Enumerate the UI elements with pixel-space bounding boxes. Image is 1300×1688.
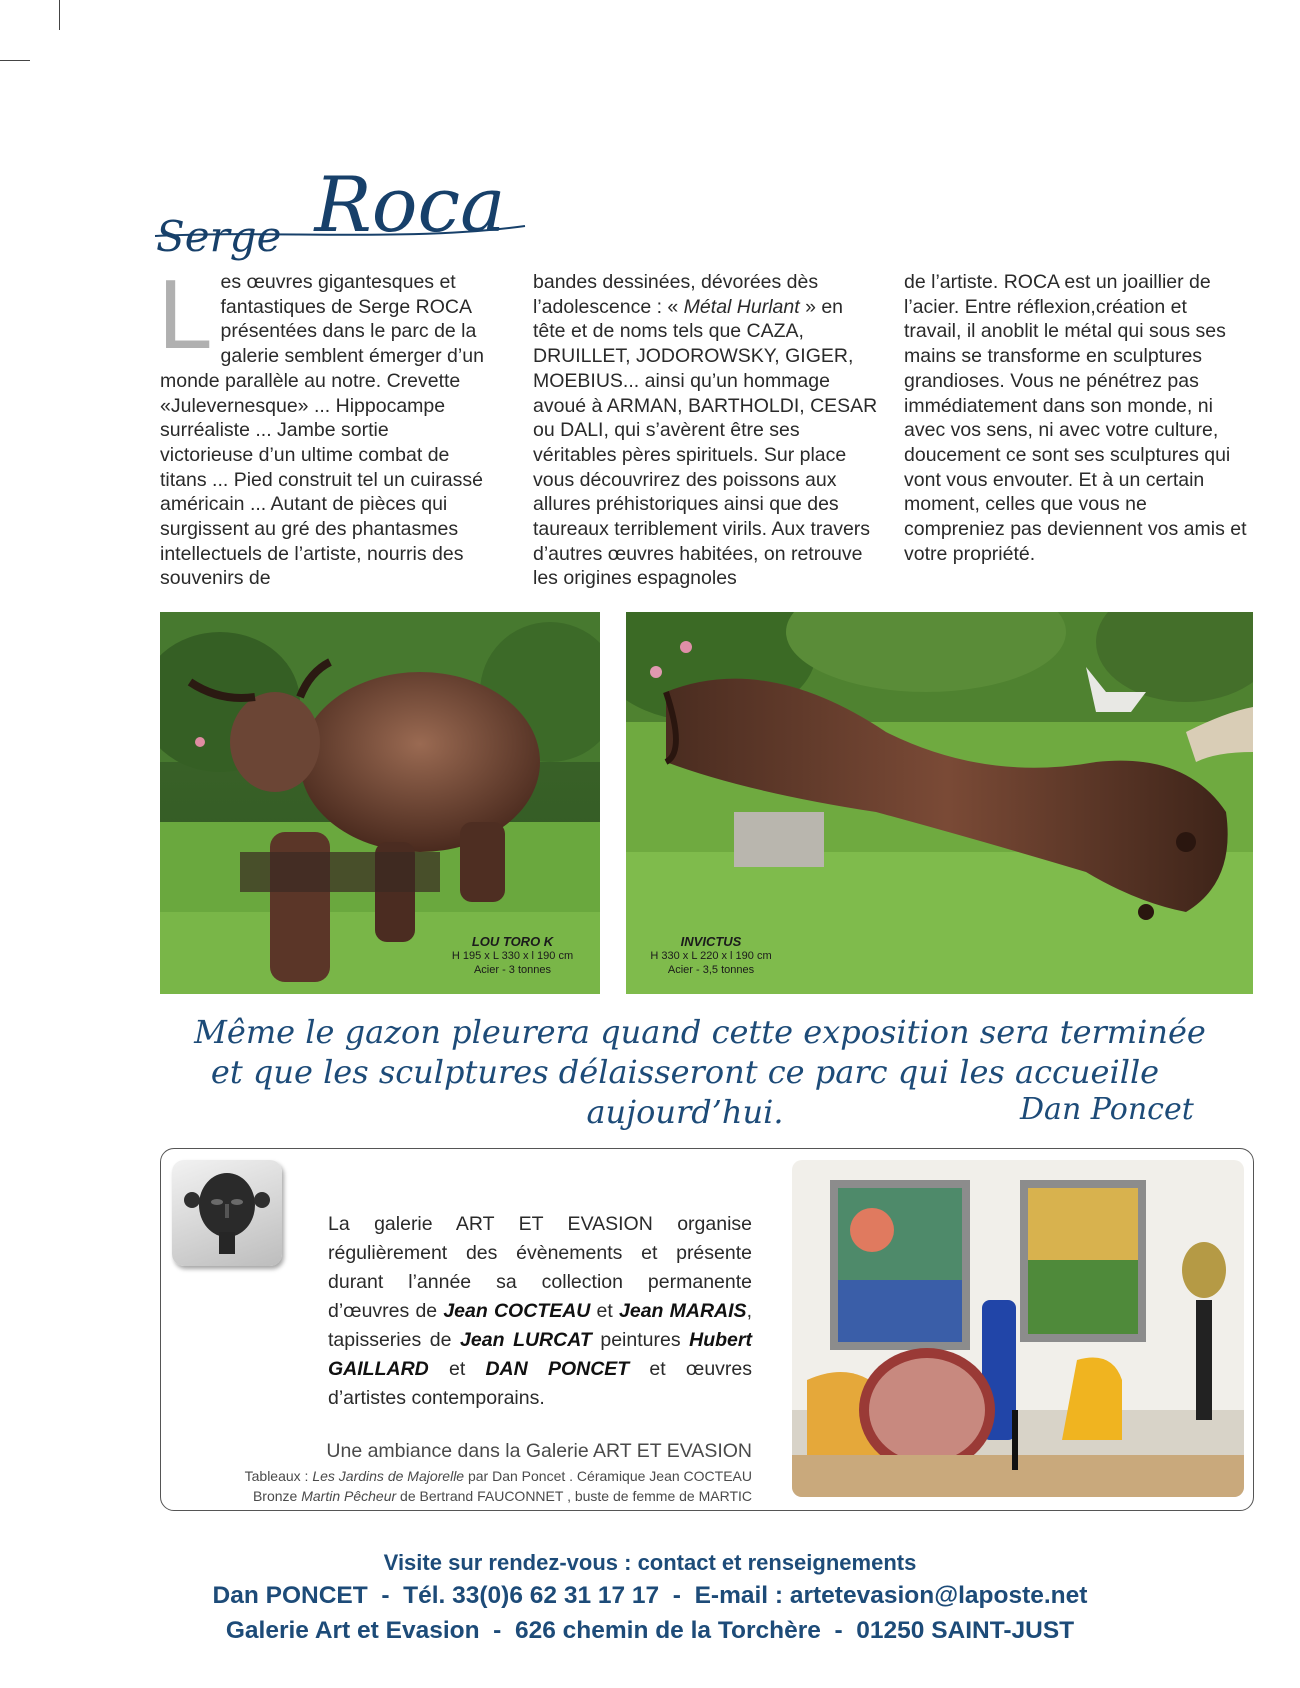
text-column-3 bbox=[904, 270, 1249, 566]
caption-title: INVICTUS bbox=[680, 934, 742, 949]
column-1-text: es œuvres gigantesques et fantastiques de Serge ROCA présentées dans le parc de la galerie semblent émerger d’un monde parallèle au notre. Crevette «Julevernesque» ... Hippocampe surréaliste ... Jambe sortie victorieuse d’un ultime combat de titans ... Pied construit tel un cuirassé américain ... Autant de pièces qui surgissent au gré des phantasmes intellectuels de l’artiste, nourris des souvenirs de bbox=[160, 271, 484, 590]
title-swash bbox=[150, 222, 530, 252]
caption-material: Acier - 3 tonnes bbox=[473, 964, 552, 976]
caption-lou-toro-k bbox=[450, 934, 575, 977]
column-3-text: de l’artiste. ROCA est un joaillier de l’acier. Entre réflexion,création et travail, il anoblit le métal qui sous ses mains se transforme en sculptures grandioses. Vous ne pénétrez pas immédiatement dans son monde, ni avec vos sens, ni avec votre culture, doucement ce sont ses sculptures qui vont vous envouter. Et à un certain moment, celles que vous ne compreniez pas deviennent vos amis et votre propriété. bbox=[904, 271, 1247, 565]
desc-text-1: La galerie ART ET EVASION organise régulièrement des évènements et présente durant l’année sa collection permanente d’œuvres de bbox=[328, 1213, 752, 1322]
african-mask-thumbnail bbox=[172, 1160, 282, 1266]
title-first-name: Serge bbox=[156, 212, 282, 261]
crop-mark-vertical bbox=[59, 0, 60, 30]
artist-name: Jean MARAIS bbox=[619, 1300, 747, 1322]
ambiance-credits bbox=[150, 1466, 752, 1506]
text-column-2 bbox=[533, 270, 878, 591]
caption-dimensions: H 195 x L 330 x l 190 cm bbox=[451, 950, 574, 962]
artwork-title: Les Jardins de Majorelle bbox=[312, 1468, 465, 1484]
desc-text-2: et bbox=[590, 1300, 620, 1322]
drop-cap: L bbox=[158, 259, 213, 369]
footer-address-line bbox=[0, 1617, 1300, 1645]
credit-text: Tableaux : bbox=[244, 1468, 313, 1484]
footer-visit-line: Visite sur rendez-vous : contact et renseignements bbox=[383, 1550, 917, 1575]
quote-line-1: Même le gazon pleurera quand cette exposition sera terminée bbox=[194, 1013, 1206, 1051]
footer-contact-text: Dan PONCET - Tél. 33(0)6 62 31 17 17 - E-mail : artetevasion@laposte.net bbox=[212, 1582, 1088, 1609]
desc-text-6: et œuvres d’artistes contemporains. bbox=[328, 1358, 753, 1409]
quote-line-2: et que les sculptures délaisseront ce parc qui les accueille aujourd’hui. bbox=[210, 1053, 1160, 1131]
caption-invictus bbox=[646, 934, 776, 977]
artist-name: Jean LURCAT bbox=[460, 1329, 592, 1351]
ambiance-caption: Une ambiance dans la Galerie ART ET EVASION bbox=[326, 1440, 752, 1462]
caption-material: Acier - 3,5 tonnes bbox=[667, 964, 755, 976]
photo-invictus bbox=[626, 612, 1253, 994]
artwork-title: Martin Pêcheur bbox=[301, 1488, 397, 1504]
artist-name: Hubert GAILLARD bbox=[328, 1329, 752, 1380]
desc-text-5: et bbox=[428, 1358, 486, 1380]
footer-address-text: Galerie Art et Evasion - 626 chemin de la Torchère - 01250 SAINT-JUST bbox=[225, 1617, 1075, 1644]
desc-text-3: , tapisseries de bbox=[328, 1300, 752, 1351]
column-2-text-b: » en tête et de noms tels que CAZA, DRUILLET, JODOROWSKY, GIGER, MOEBIUS... ainsi qu’un hommage avoué à ARMAN, BARTHOLDI, CESAR ou DALI, qui s’avèrent être ses véritables pères spirituels. Sur place vous découvrirez des poissons aux allures préhistoriques ainsi que des taureaux terriblement virils. Aux travers d’autres œuvres habitées, on retrouve les origines espagnoles bbox=[533, 295, 878, 590]
footer-contact-line bbox=[0, 1582, 1300, 1610]
caption-title: LOU TORO K bbox=[471, 934, 554, 949]
credit-text: de Bertrand FAUCONNET , buste de femme de MARTIC bbox=[396, 1488, 752, 1504]
quote-author: Dan Poncet bbox=[1020, 1092, 1194, 1127]
photo-lou-toro-k bbox=[160, 612, 600, 994]
title-last-name: Roca bbox=[314, 160, 506, 249]
crop-mark-horizontal bbox=[0, 60, 30, 61]
gallery-interior-photo bbox=[792, 1160, 1244, 1497]
caption-dimensions: H 330 x L 220 x l 190 cm bbox=[650, 950, 772, 962]
magazine-name: Métal Hurlant bbox=[678, 295, 800, 318]
artist-name: DAN PONCET bbox=[485, 1358, 630, 1380]
gallery-description bbox=[328, 1210, 752, 1413]
credit-text: par Dan Poncet . Céramique Jean COCTEAU bbox=[464, 1468, 752, 1484]
desc-text-4: peintures bbox=[591, 1329, 690, 1351]
credit-text: Bronze bbox=[252, 1488, 302, 1504]
column-2-text-a: bandes dessinées, dévorées dès l’adolescence : « bbox=[533, 271, 819, 318]
artist-name: Jean COCTEAU bbox=[443, 1300, 591, 1322]
text-column-1 bbox=[158, 259, 485, 591]
